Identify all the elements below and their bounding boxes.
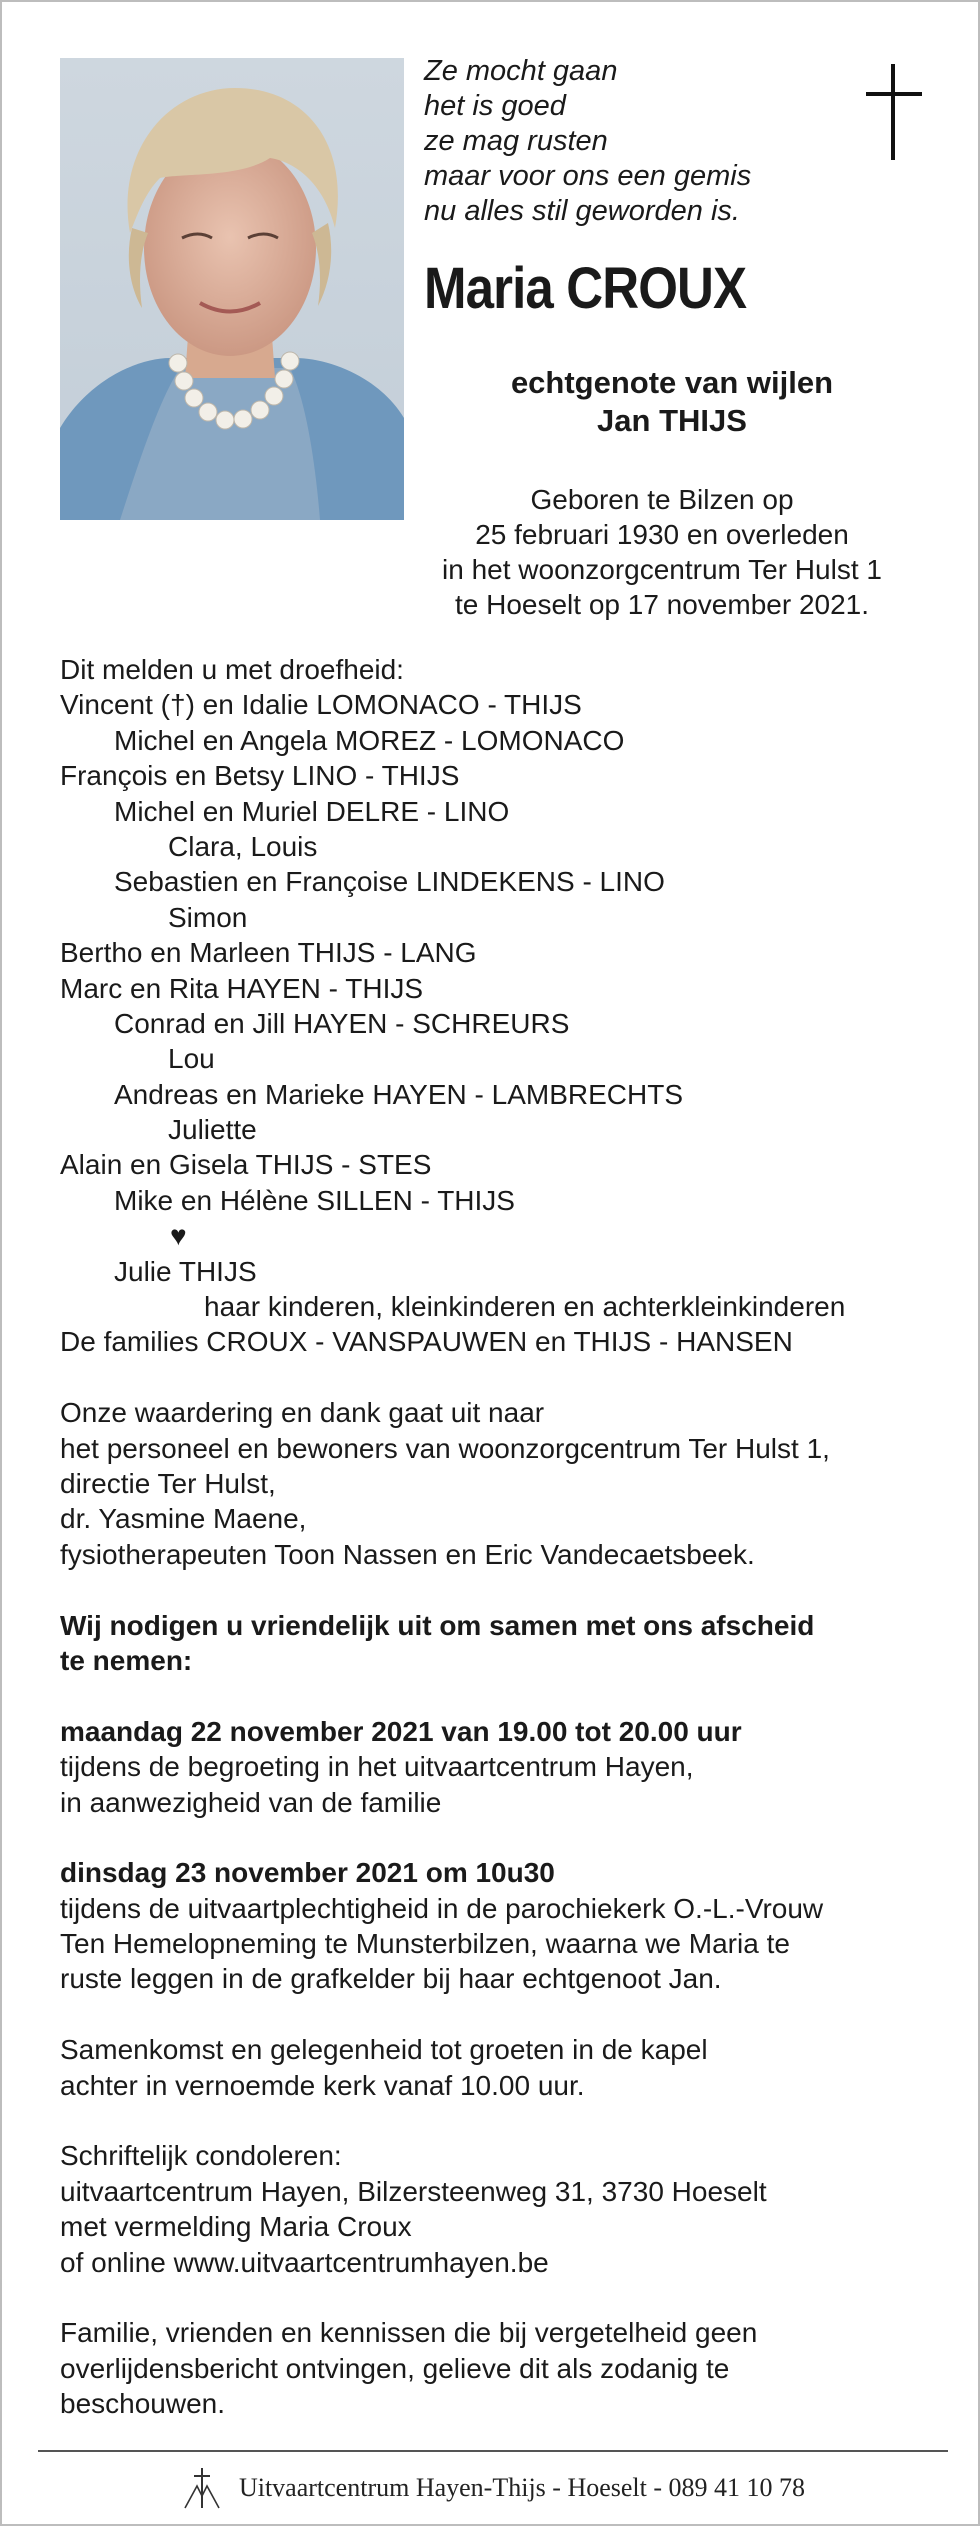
footer-text: Uitvaartcentrum Hayen-Thijs - Hoeselt - 089 41 10 78 [238,2473,806,2502]
info-line: 25 februari 1930 en overleden [475,519,849,550]
family-line: Sebastien en Françoise LINDEKENS - LINO [114,866,665,898]
family-line: De families CROUX - VANSPAUWEN en THIJS - HANSEN [60,1326,793,1358]
spouse-block [432,364,912,440]
family-line: Vincent (†) en Idalie LOMONACO - THIJS [60,689,582,721]
invite-line: te nemen: [60,1644,193,1676]
closing-line: overlijdensbericht ontvingen, gelieve dit als zodanig te [60,2352,730,2384]
poem-line: Ze mocht gaan [424,55,618,87]
cross-icon [864,64,924,160]
family-line: Andreas en Marieke HAYEN - LAMBRECHTS [114,1078,683,1110]
thanks-line: directie Ter Hulst, [60,1467,276,1499]
funeral-heading: dinsdag 23 november 2021 om 10u30 [60,1857,555,1889]
thanks-line: Onze waardering en dank gaat uit naar [60,1397,545,1429]
family-line: Bertho en Marleen THIJS - LANG [60,937,477,969]
deceased-name: Maria CROUX [424,256,747,321]
condolence-line: of online www.uitvaartcentrumhayen.be [60,2246,549,2278]
poem-line: nu alles stil geworden is. [424,195,740,227]
thanks-line: dr. Yasmine Maene, [60,1503,307,1535]
gathering-line: Samenkomst en gelegenheid tot groeten in de kapel [60,2034,708,2066]
family-line: Marc en Rita HAYEN - THIJS [60,972,424,1004]
announcement-body [60,652,950,2422]
info-line: in het woonzorgcentrum Ter Hulst 1 [442,554,882,585]
funeral-line: tijdens de uitvaartplechtigheid in de parochiekerk O.-L.-Vrouw [60,1892,824,1924]
condolence-line: uitvaartcentrum Hayen, Bilzersteenweg 31, 3730 Hoeselt [60,2175,767,2207]
poem-line: het is goed [424,90,566,122]
funeral-line: Ten Hemelopneming te Munsterbilzen, waarna we Maria te [60,1928,790,1960]
heart-icon: ♥ [170,1220,187,1252]
family-line: haar kinderen, kleinkinderen en achterkleinkinderen [204,1291,846,1323]
portrait-photo [60,58,404,520]
family-line: Michel en Angela MOREZ - LOMONACO [114,724,625,756]
family-line: Mike en Hélène SILLEN - THIJS [114,1184,515,1216]
thanks-line: fysiotherapeuten Toon Nassen en Eric Vandecaetsbeek. [60,1538,755,1570]
family-line: Juliette [168,1114,257,1146]
closing-line: beschouwen. [60,2388,226,2420]
family-line: François en Betsy LINO - THIJS [60,760,460,792]
funeral-line: ruste leggen in de grafkelder bij haar echtgenoot Jan. [60,1963,722,1995]
spouse-name: Jan THIJS [597,403,747,438]
thanks-line: het personeel en bewoners van woonzorgcentrum Ter Hulst 1, [60,1432,830,1464]
invite-line: Wij nodigen u vriendelijk uit om samen met ons afscheid [60,1609,815,1641]
family-line: Simon [168,901,248,933]
family-line: Julie THIJS [114,1255,257,1287]
gathering-line: achter in vernoemde kerk vanaf 10.00 uur. [60,2069,585,2101]
closing-line: Familie, vrienden en kennissen die bij vergetelheid geen [60,2317,758,2349]
viewing-line: tijdens de begroeting in het uitvaartcentrum Hayen, [60,1751,694,1783]
family-line: Alain en Gisela THIJS - STES [60,1149,432,1181]
poem-line: ze mag rusten [424,125,608,157]
funeral-home-logo-icon [181,2466,223,2510]
footer-divider [38,2450,948,2452]
info-line: te Hoeselt op 17 november 2021. [454,589,870,620]
family-line: Conrad en Jill HAYEN - SCHREURS [114,1007,570,1039]
footer [38,2460,948,2516]
family-intro: Dit melden u met droefheid: [60,654,404,685]
poem-line: maar voor ons een gemis [424,160,752,192]
poem [424,54,751,229]
family-line: Michel en Muriel DELRE - LINO [114,795,510,827]
viewing-heading: maandag 22 november 2021 van 19.00 tot 20.00 uur [60,1715,742,1747]
birth-death-info [402,482,922,622]
family-line: Clara, Louis [168,830,318,862]
condolence-line: Schriftelijk condoleren: [60,2140,342,2172]
spouse-line: echtgenote van wijlen [510,365,834,400]
family-line: Lou [168,1043,215,1075]
info-line: Geboren te Bilzen op [530,484,794,515]
viewing-line: in aanwezigheid van de familie [60,1786,442,1818]
condolence-line: met vermelding Maria Croux [60,2211,412,2243]
